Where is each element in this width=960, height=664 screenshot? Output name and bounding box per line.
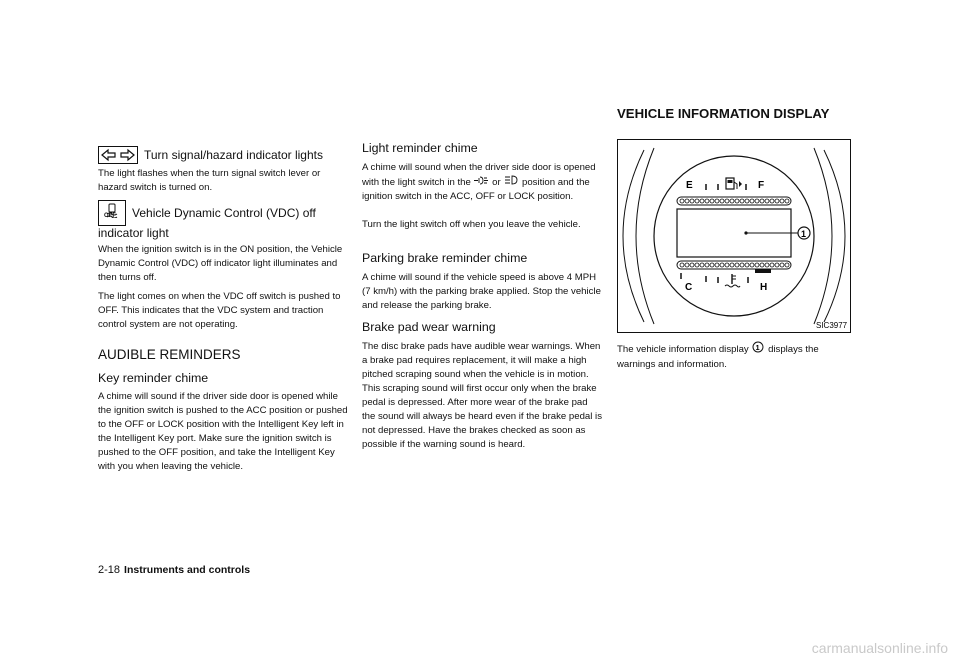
light-reminder-paragraph-2: Turn the light switch off when you leave the vehicle.: [362, 219, 581, 230]
brake-pad-heading: Brake pad wear warning: [362, 320, 496, 334]
parking-brake-text: A chime will sound if the vehicle speed is above 4 MPH (7 km/h) with the parking brake applied. Stop the vehicle and release the parking brake.: [362, 272, 601, 311]
light-p1-b: position and the ignition switch in the ACC, OFF or LOCK position.: [362, 177, 590, 203]
vdc-paragraph-2: The light comes on when the VDC off switch is pushed to OFF. This indicates that the VDC system and traction control system are not operating.: [98, 291, 341, 330]
vdc-paragraph-1: When the ignition switch is in the ON position, the Vehicle Dynamic Control (VDC) off indicator light illuminates and then turns off.: [98, 244, 343, 283]
page-footer: [98, 564, 250, 576]
callout-number: 1: [801, 229, 807, 239]
gauge-figure: [617, 139, 851, 333]
vdc-title-line2: indicator light: [98, 226, 169, 240]
key-reminder-text: A chime will sound if the driver side door is opened while the ignition switch is pushed to the ACC position or pushed to the OFF or LOCK position with the Intelligent Key left in the Intelligent Key port. Make sure the ignition switch is pushed to the OFF position, and take the Intelligent Key with you when leaving the vehicle.: [98, 391, 348, 472]
headlight-icon: [503, 175, 519, 190]
svg-text:1: 1: [755, 343, 761, 352]
key-reminder-heading: Key reminder chime: [98, 371, 209, 385]
light-reminder-heading: Light reminder chime: [362, 141, 478, 155]
audible-reminders-heading: AUDIBLE REMINDERS: [98, 347, 241, 362]
footer-section: Instruments and controls: [124, 564, 251, 576]
display-caption: [617, 341, 851, 372]
vdc-heading: [98, 200, 348, 241]
gauge-label-F: F: [758, 180, 765, 191]
gauge-label-H: H: [760, 282, 768, 293]
brake-pad-text: The disc brake pads have audible wear warnings. When a brake pad requires replacement, it will make a high pitched scraping sound when the vehicle is in motion. This scraping sound will first occur only when the brake pedal is depressed. After more wear of the brake pad the sound will always be heard even if the brake pedal is not depressed. Have the brakes checked as soon as possible if the warning sound is heard.: [362, 341, 602, 450]
vdc-off-icon: [98, 200, 126, 226]
light-p1-or: or: [492, 177, 501, 189]
gauge-label-C: C: [685, 282, 693, 293]
callout-1-icon: [751, 341, 765, 358]
vdc-icon-label: OFF: [104, 213, 116, 219]
watermark: carmanualsonline.info: [811, 640, 948, 656]
caption-a: The vehicle information display: [617, 344, 749, 356]
parking-light-icon: [473, 176, 489, 190]
caption-b: displays the warnings and information.: [617, 344, 819, 370]
turn-signal-title: Turn signal/hazard indicator lights: [144, 147, 323, 162]
turn-signal-heading: [98, 146, 348, 164]
vdc-title-line1: Vehicle Dynamic Control (VDC) off: [132, 205, 316, 220]
section-title: VEHICLE INFORMATION DISPLAY: [617, 106, 830, 121]
light-reminder-paragraph-1: [362, 161, 602, 204]
turn-signal-text: The light flashes when the turn signal switch lever or hazard switch is turned on.: [98, 168, 321, 193]
page-number: 2-18: [98, 564, 121, 576]
parking-brake-heading: Parking brake reminder chime: [362, 251, 528, 265]
light-p1-a: A chime will sound when the driver side door is opened with the light switch in the: [362, 162, 596, 189]
figure-code: SIC3977: [816, 321, 848, 330]
turn-signal-icon: [98, 146, 138, 164]
gauge-label-E: E: [686, 180, 693, 191]
